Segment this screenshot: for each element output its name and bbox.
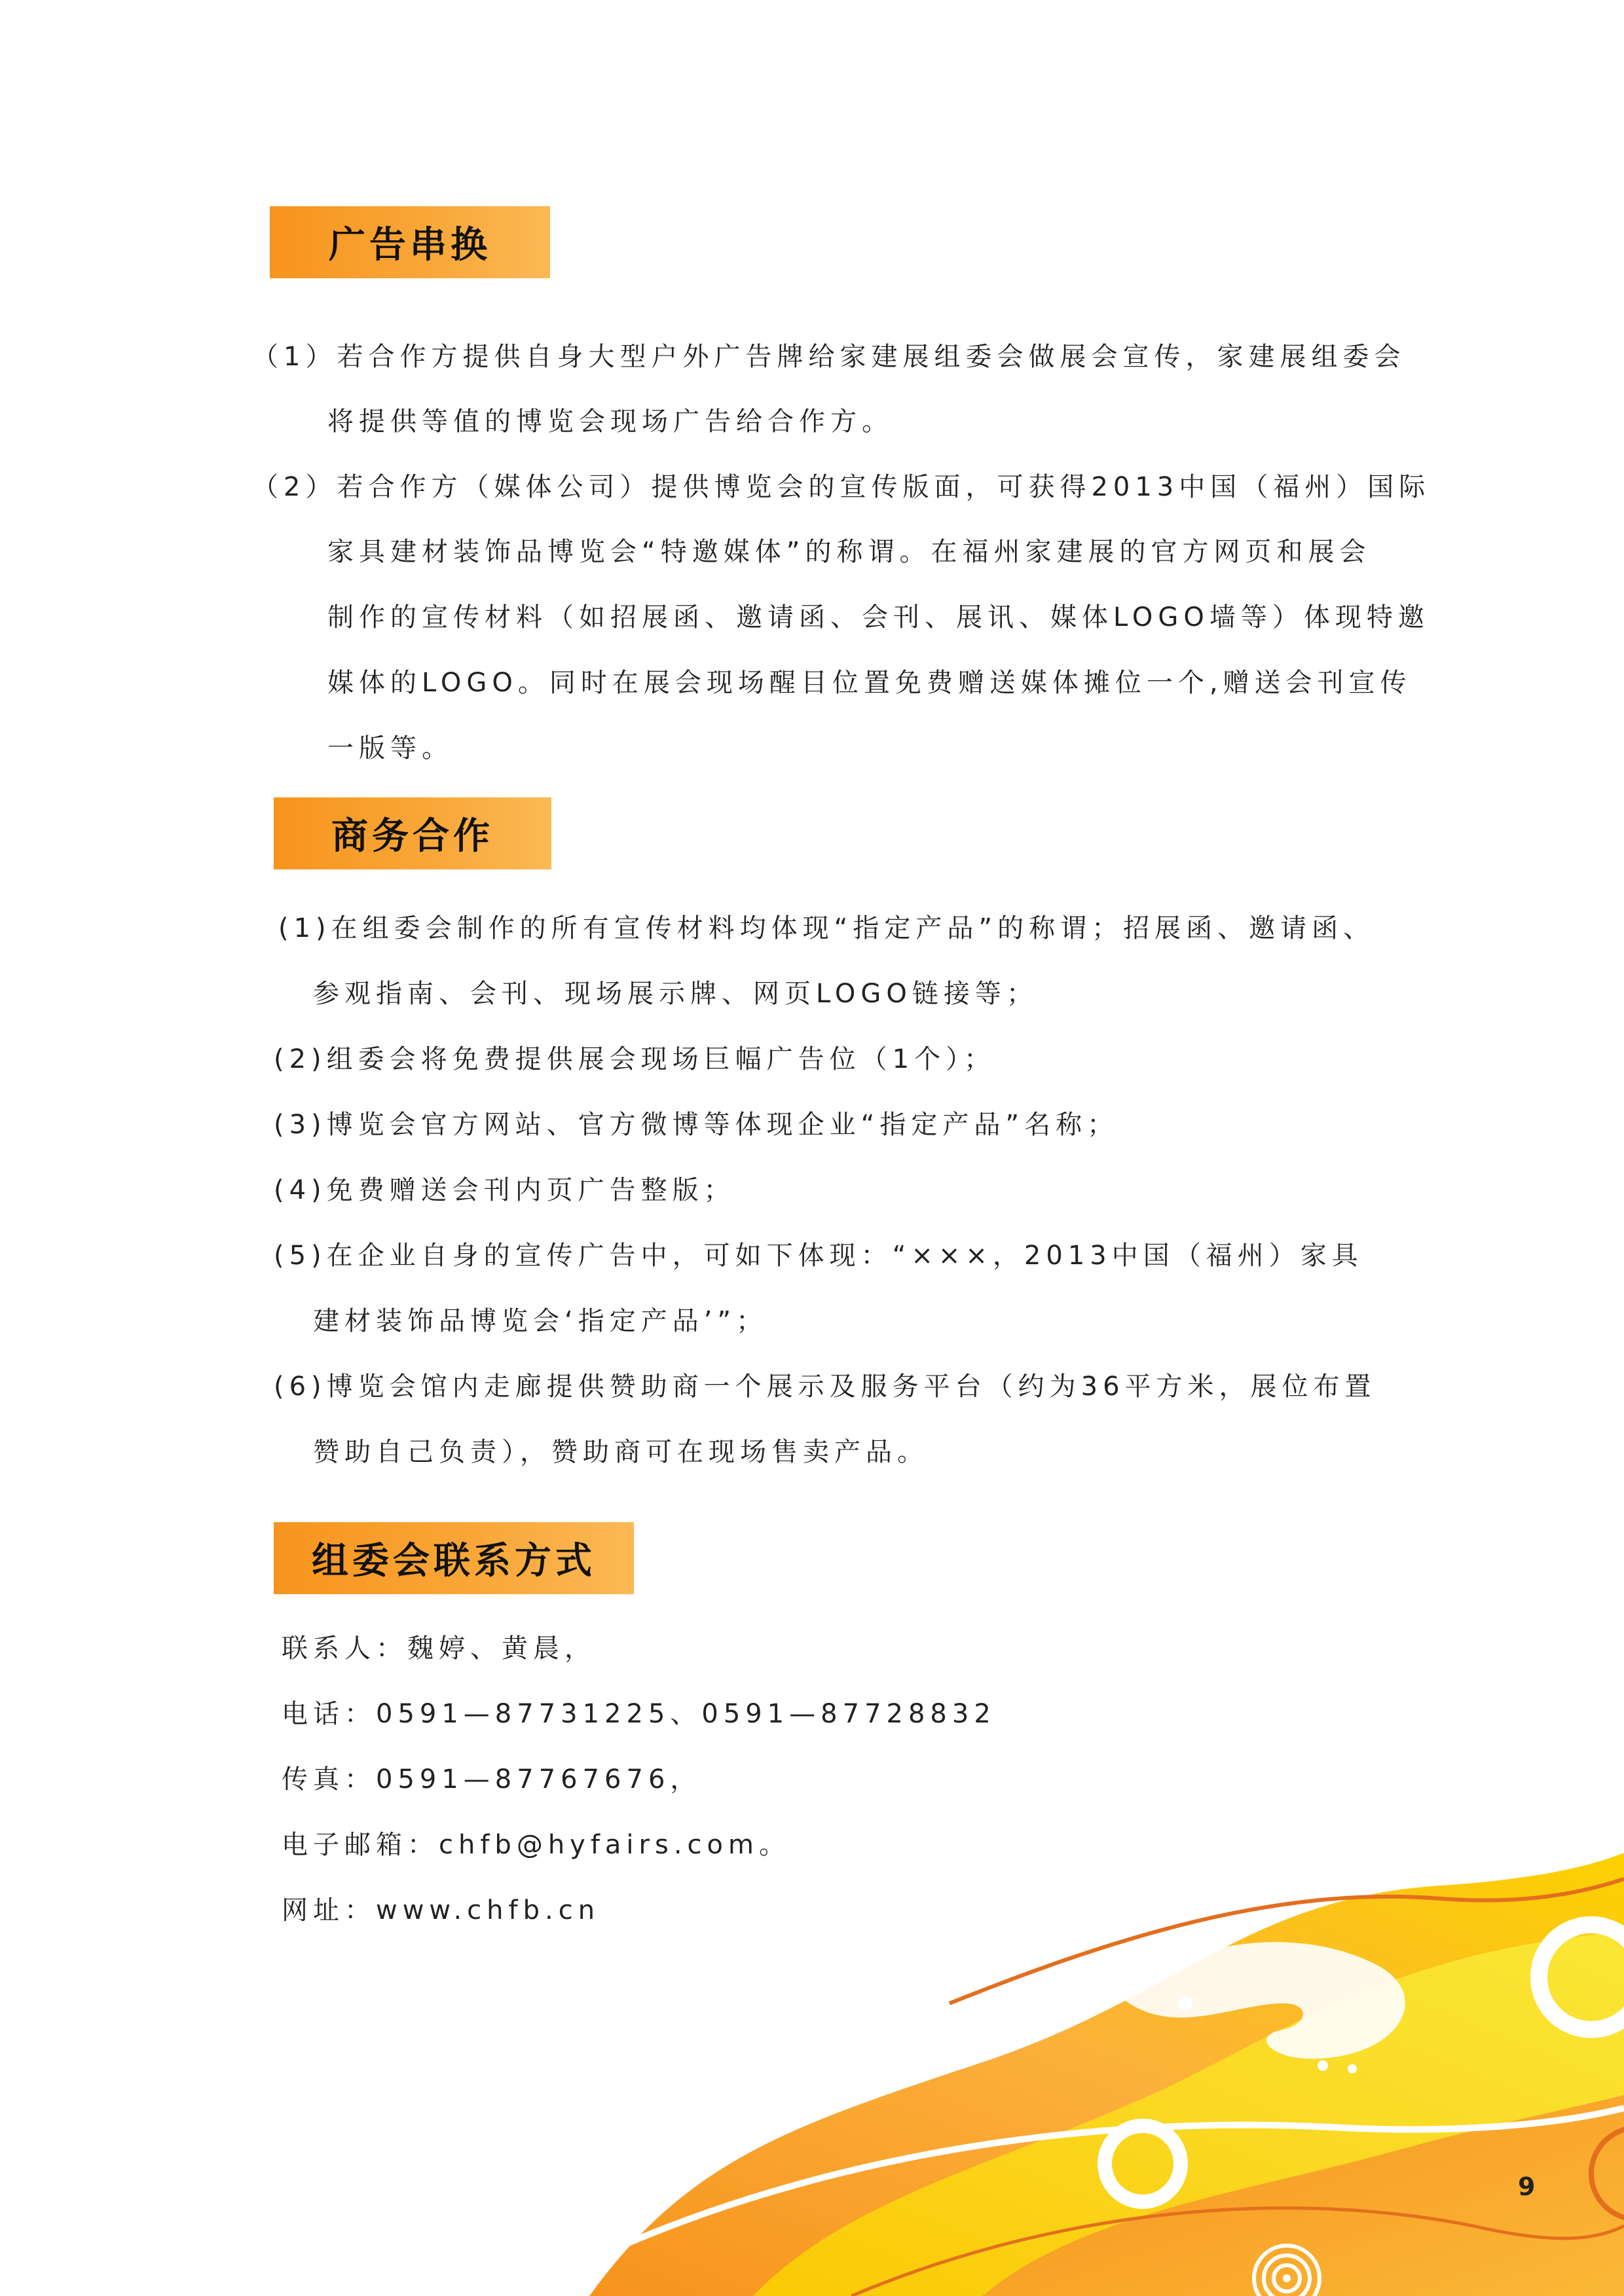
text-line: 家具建材装饰品博览会“特邀媒体”的称谓。在福州家建展的官方网页和展会 <box>327 537 1371 567</box>
section-heading-contact <box>274 1522 634 1594</box>
contact-phone: 电话：0591—87731225、0591—87728832 <box>282 1699 996 1729</box>
text-line: （1）若合作方提供自身大型户外广告牌给家建展组委会做展会宣传，家建展组委会 <box>252 342 1406 372</box>
contact-website: 网址：www.chfb.cn <box>282 1895 600 1925</box>
text-line: 制作的宣传材料（如招展函、邀请函、会刊、展讯、媒体LOGO墙等）体现特邀 <box>327 602 1430 632</box>
section-heading-business <box>274 797 551 869</box>
contact-fax: 传真：0591—87767676， <box>282 1764 702 1795</box>
contact-email: 电子邮箱：chfb@hyfairs.com。 <box>282 1830 790 1860</box>
section-heading-text: 广告串换 <box>329 224 491 266</box>
page-number: 9 <box>1518 2172 1536 2201</box>
text-line: (3)博览会官方网站、官方微博等体现企业“指定产品”名称； <box>274 1110 1119 1140</box>
text-line: (6)博览会馆内走廊提供赞助商一个展示及服务平台（约为36平方米，展位布置 <box>274 1372 1376 1402</box>
text-line: (4)免费赠送会刊内页广告整版； <box>274 1175 735 1205</box>
text-line: 媒体的LOGO。同时在展会现场醒目位置免费赠送媒体摊位一个,赠送会刊宣传 <box>327 668 1412 698</box>
text-line: （2）若合作方（媒体公司）提供博览会的宣传版面，可获得2013中国（福州）国际 <box>252 472 1431 502</box>
contact-person: 联系人：魏婷、黄晨， <box>282 1633 596 1664</box>
text-line: (2)组委会将免费提供展会现场巨幅广告位（1个）； <box>274 1044 996 1074</box>
text-line: 将提供等值的博览会现场广告给合作方。 <box>327 407 893 437</box>
section-heading-ad-swap <box>270 206 550 278</box>
text-line: 参观指南、会刊、现场展示牌、网页LOGO链接等； <box>313 979 1038 1009</box>
text-line: 建材装饰品博览会‘指定产品’”； <box>313 1306 768 1336</box>
text-line: (1)在组委会制作的所有宣传材料均体现“指定产品”的称谓；招展函、邀请函、 <box>278 913 1375 943</box>
section-heading-text: 商务合作 <box>331 815 494 858</box>
text-line: (5)在企业自身的宣传广告中，可如下体现：“×××，2013中国（福州）家具 <box>274 1241 1363 1271</box>
text-line: 赞助自己负责），赞助商可在现场售卖产品。 <box>313 1437 929 1467</box>
text-line: 一版等。 <box>327 733 453 763</box>
section-heading-text: 组委会联系方式 <box>312 1540 596 1582</box>
